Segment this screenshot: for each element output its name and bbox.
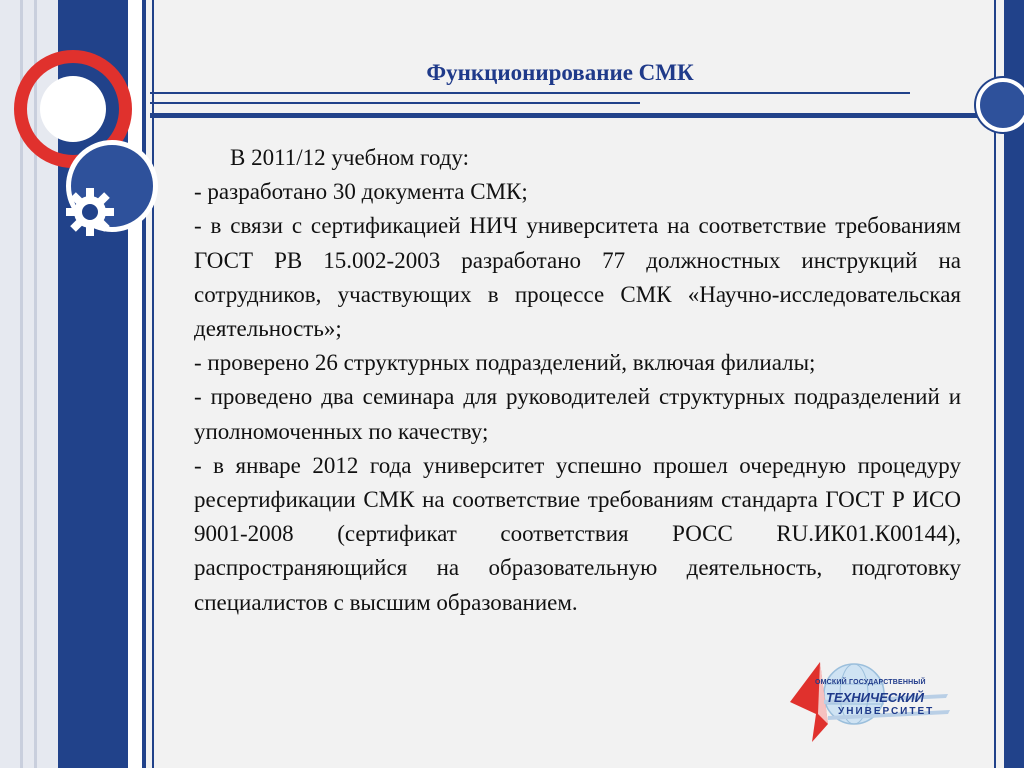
gear-icon [60, 182, 120, 242]
top-rule [150, 102, 640, 104]
top-rule-thick [150, 113, 1020, 118]
slide-body [194, 141, 961, 620]
star-icon [790, 662, 828, 742]
body-paragraph: - в январе 2012 года университет успешно прошел очередную процедуру ресертификации СМК на соответствие требованиям стандарта ГОСТ Р ИСО 9001-2008 (сертификат соответствия РОСС RU.ИК01.К00144), распространяющийся на образовательную деятельность, подготовку специалистов с высшим образованием. [194, 452, 961, 615]
body-paragraph: - в связи с сертификацией НИЧ университета на соответствие требованиям ГОСТ РВ 15.002-2003 разработано 77 должностных инструкций на сотрудников, участвующих в процессе СМК «Научно-исследовательская деятельность»; [194, 213, 961, 342]
right-circle-decor [976, 78, 1024, 132]
left-decor-line [142, 0, 146, 768]
slide-title: Функционирование СМК [426, 60, 694, 85]
logo-text-line1: ОМСКИЙ ГОСУДАРСТВЕННЫЙ [815, 679, 926, 686]
body-paragraph: - проверено 26 структурных подразделений, включая филиалы; [194, 350, 816, 376]
body-paragraph: - разработано 30 документа СМК; [194, 179, 528, 205]
red-ring-center [40, 76, 106, 142]
body-paragraph: В 2011/12 учебном году: [230, 145, 470, 170]
logo-text-line3: УНИВЕРСИТЕТ [838, 706, 935, 717]
logo-text-line2: ТЕХНИЧЕСКИЙ [826, 690, 924, 705]
body-paragraph: - проведено два семинара для руководителей структурных подразделений и уполномоченных по качеству; [194, 384, 961, 444]
top-rule [150, 92, 910, 94]
